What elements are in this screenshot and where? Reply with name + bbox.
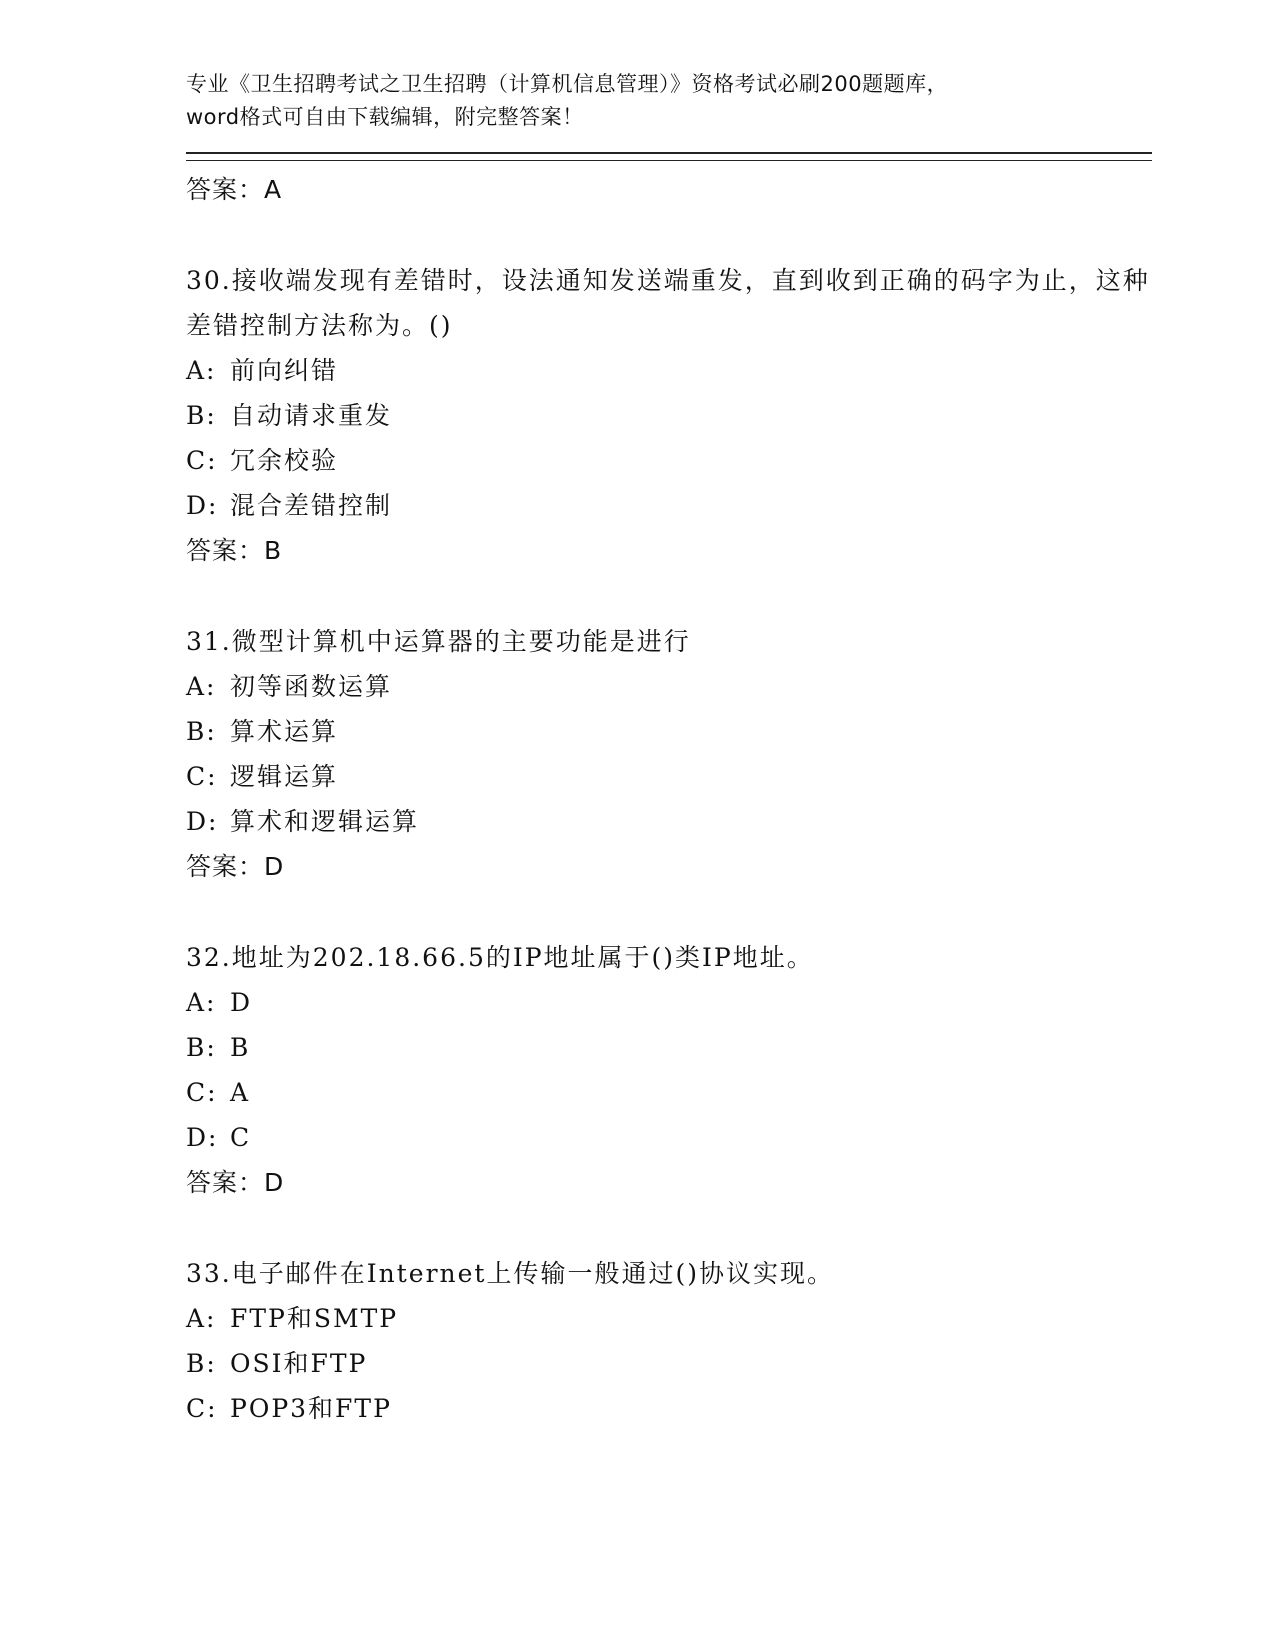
question-stem: 33.电子邮件在Internet上传输一般通过()协议实现。 bbox=[186, 1259, 834, 1288]
document-header bbox=[186, 68, 1152, 134]
option-text: 混合差错控制 bbox=[230, 491, 393, 520]
question-32 bbox=[186, 935, 1152, 1206]
option-text: OSI和FTP bbox=[230, 1349, 368, 1378]
option-letter: A: bbox=[186, 672, 217, 701]
option-b bbox=[186, 709, 1152, 754]
option-text: 前向纠错 bbox=[230, 356, 339, 385]
option-letter: D: bbox=[186, 491, 219, 520]
option-letter: A: bbox=[186, 1304, 217, 1333]
option-a bbox=[186, 1296, 1152, 1341]
answer-line: 答案：D bbox=[186, 1168, 285, 1197]
option-a bbox=[186, 664, 1152, 709]
option-letter: C: bbox=[186, 1394, 218, 1423]
option-b bbox=[186, 1341, 1152, 1386]
option-a bbox=[186, 980, 1152, 1025]
question-30 bbox=[186, 258, 1152, 574]
answer-line: 答案：B bbox=[186, 536, 283, 565]
option-text: C bbox=[230, 1123, 252, 1152]
option-text: POP3和FTP bbox=[230, 1394, 392, 1423]
option-text: 冗余校验 bbox=[230, 446, 339, 475]
option-letter: D: bbox=[186, 1123, 219, 1152]
header-divider bbox=[186, 152, 1152, 161]
option-text: A bbox=[230, 1078, 251, 1107]
option-text: 算术运算 bbox=[230, 717, 339, 746]
option-d bbox=[186, 1115, 1152, 1160]
question-stem: 32.地址为202.18.66.5的IP地址属于()类IP地址。 bbox=[186, 943, 814, 972]
answer-line: 答案：A bbox=[186, 175, 283, 204]
option-text: D bbox=[230, 988, 253, 1017]
option-letter: A: bbox=[186, 356, 217, 385]
option-d bbox=[186, 799, 1152, 844]
option-c bbox=[186, 1386, 1152, 1431]
option-letter: C: bbox=[186, 762, 218, 791]
question-stem: 31.微型计算机中运算器的主要功能是进行 bbox=[186, 627, 691, 656]
answer-line: 答案：D bbox=[186, 852, 285, 881]
option-d bbox=[186, 483, 1152, 528]
header-line-1: 专业《卫生招聘考试之卫生招聘（计算机信息管理）》资格考试必刷200题题库， bbox=[186, 72, 949, 96]
option-a bbox=[186, 348, 1152, 393]
option-letter: C: bbox=[186, 1078, 218, 1107]
option-b bbox=[186, 1025, 1152, 1070]
option-text: 初等函数运算 bbox=[230, 672, 393, 701]
option-text: B bbox=[230, 1033, 251, 1062]
option-b bbox=[186, 393, 1152, 438]
option-text: 逻辑运算 bbox=[230, 762, 339, 791]
option-letter: C: bbox=[186, 446, 218, 475]
option-c bbox=[186, 438, 1152, 483]
option-c bbox=[186, 754, 1152, 799]
question-33 bbox=[186, 1251, 1152, 1431]
option-letter: B: bbox=[186, 717, 217, 746]
option-letter: B: bbox=[186, 1349, 217, 1378]
option-letter: D: bbox=[186, 807, 219, 836]
option-letter: B: bbox=[186, 401, 217, 430]
question-31 bbox=[186, 619, 1152, 890]
option-text: 算术和逻辑运算 bbox=[230, 807, 420, 836]
option-c bbox=[186, 1070, 1152, 1115]
option-letter: B: bbox=[186, 1033, 217, 1062]
option-letter: A: bbox=[186, 988, 217, 1017]
option-text: 自动请求重发 bbox=[230, 401, 393, 430]
option-text: FTP和SMTP bbox=[230, 1304, 399, 1333]
document-page bbox=[186, 68, 1152, 1431]
header-line-2: word格式可自由下载编辑，附完整答案！ bbox=[186, 105, 584, 129]
question-stem: 30.接收端发现有差错时，设法通知发送端重发，直到收到正确的码字为止，这种差错控制方法称为。() bbox=[186, 266, 1150, 340]
